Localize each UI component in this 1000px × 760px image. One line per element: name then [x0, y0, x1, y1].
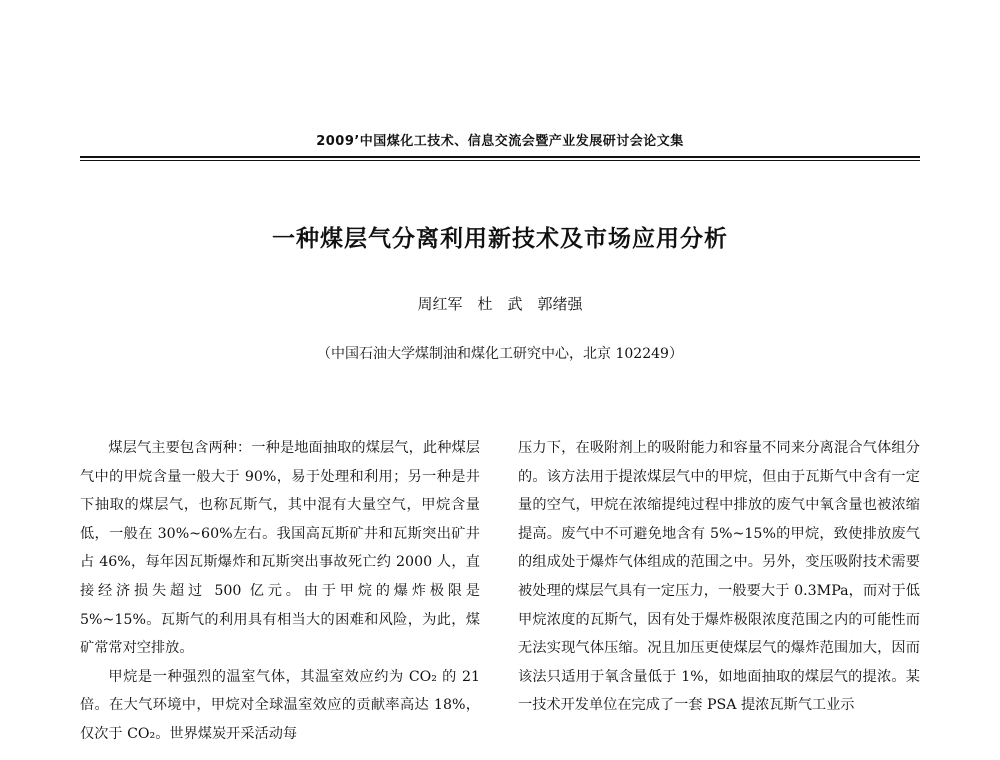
- author-list: 周红军 杜 武 郭绪强: [417, 295, 583, 313]
- body-column-left: [80, 434, 480, 749]
- paragraph-left-1: 煤层气主要包含两种：一种是地面抽取的煤层气，此种煤层气中的甲烷含量一般大于 90%，易于处理和利用；另一种是井下抽取的煤层气，也称瓦斯气，其中混有大量空气，甲烷含量低，一般在 30%~60%左右。我国高瓦斯矿井和瓦斯突出矿井占 46%，每年因瓦斯爆炸和瓦斯突出事故死亡约 2000 人，直接经济损失超过 500 亿元。由于甲烷的爆炸极限是 5%~15%。瓦斯气的利用具有相当大的困难和风险，为此，煤矿常常对空排放。: [80, 440, 480, 657]
- body-column-right: [518, 434, 920, 720]
- paragraph-left-2: 甲烷是一种强烈的温室气体，其温室效应约为 CO₂ 的 21 倍。在大气环境中，甲烷对全球温室效应的贡献率高达 18%，仅次于 CO₂。世界煤炭开采活动每: [80, 668, 480, 742]
- affiliation: （中国石油大学煤制油和煤化工研究中心，北京 102249）: [317, 346, 683, 362]
- paper-title: 一种煤层气分离利用新技术及市场应用分析: [272, 226, 728, 252]
- running-header: 2009’中国煤化工技术、信息交流会暨产业发展研讨会论文集: [316, 134, 684, 149]
- header-rule-thin: [80, 160, 920, 161]
- header-rule-thick: [80, 156, 920, 158]
- paragraph-right-1: 压力下，在吸附剂上的吸附能力和容量不同来分离混合气体组分的。该方法用于提浓煤层气中的甲烷，但由于瓦斯气中含有一定量的空气，甲烷在浓缩提纯过程中排放的废气中氧含量也被浓缩提高。废气中不可避免地含有 5%~15%的甲烷，致使排放废气的组成处于爆炸气体组成的范围之中。另外，变压吸附技术需要被处理的煤层气具有一定压力，一般要大于 0.3MPa，而对于低甲烷浓度的瓦斯气，因有处于爆炸极限浓度范围之内的可能性而无法实现气体压缩。况且加压更使煤层气的爆炸范围加大，因而该法只适用于氧含量低于 1%，如地面抽取的煤层气的提浓。某一技术开发单位在完成了一套 PSA 提浓瓦斯气工业示: [518, 440, 920, 714]
